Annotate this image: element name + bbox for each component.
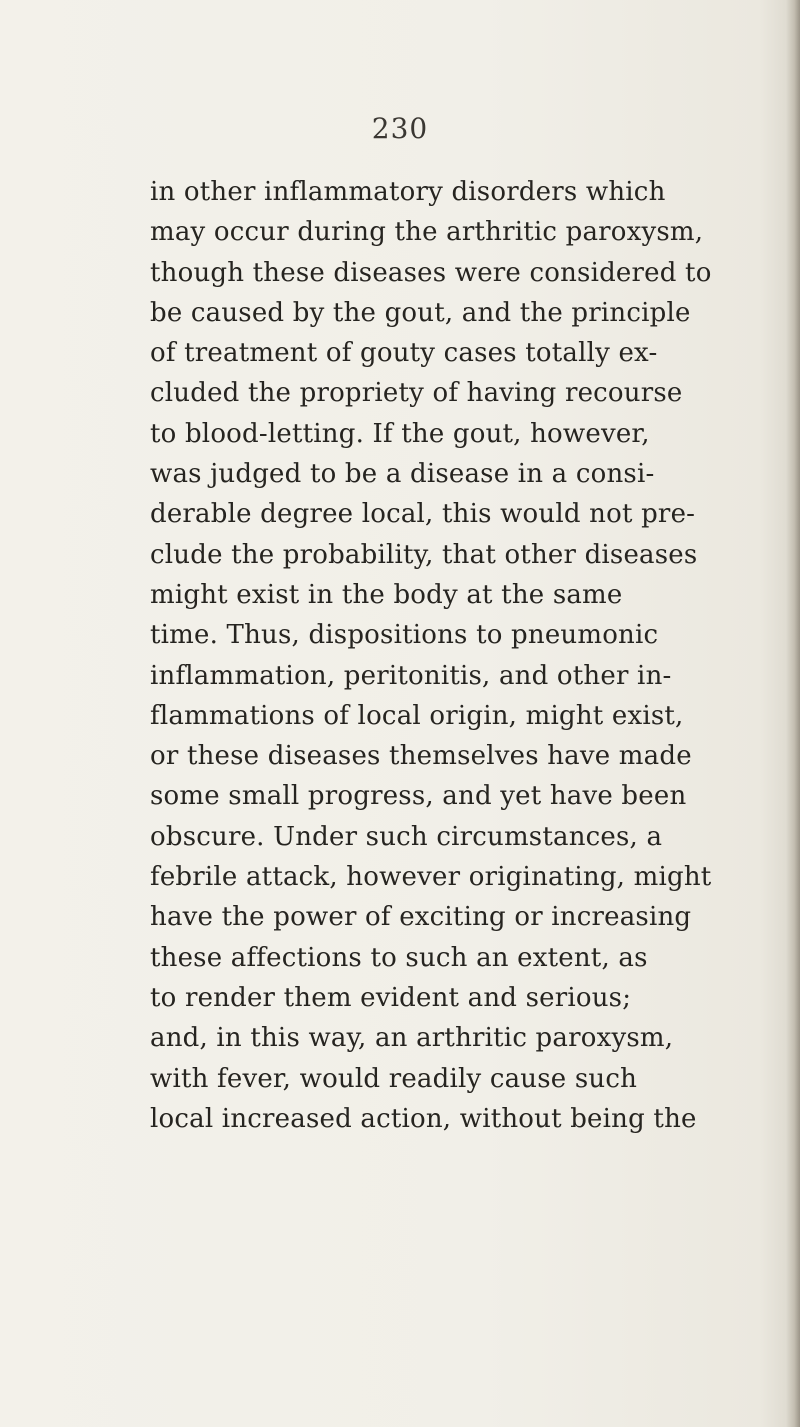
page-edge-shadow [786,0,800,1427]
text-line: clude the probability, that other diseases [150,539,698,570]
text-line: was judged to be a disease in a consi- [150,459,655,490]
text-line: these affections to such an extent, as [150,942,648,973]
text-line: or these diseases themselves have made [150,741,692,772]
text-line: obscure. Under such circumstances, a [150,821,663,852]
text-line: may occur during the arthritic paroxysm, [150,217,704,248]
text-line: time. Thus, dispositions to pneumonic [150,620,659,651]
text-line: flammations of local origin, might exist, [150,700,684,731]
text-line: febrile attack, however originating, might [150,862,712,893]
text-line: inflammation, peritonitis, and other in- [150,660,672,691]
text-line: might exist in the body at the same [150,579,623,610]
text-line: cluded the propriety of having recourse [150,378,683,409]
text-line: of treatment of gouty cases totally ex- [150,338,658,369]
text-line: though these diseases were considered to [150,257,712,288]
text-line: with fever, would readily cause such [150,1063,638,1094]
body-text [150,172,770,1139]
text-line: derable degree local, this would not pre- [150,499,696,530]
text-line: local increased action, without being the [150,1103,697,1134]
text-line: to blood-letting. If the gout, however, [150,418,650,449]
text-line: some small progress, and yet have been [150,781,687,812]
page-number: 230 [371,112,429,145]
text-line: be caused by the gout, and the principle [150,297,691,328]
text-line: to render them evident and serious; [150,982,632,1013]
text-line: and, in this way, an arthritic paroxysm, [150,1023,674,1054]
text-line: have the power of exciting or increasing [150,902,692,933]
text-line: in other inflammatory disorders which [150,177,666,207]
